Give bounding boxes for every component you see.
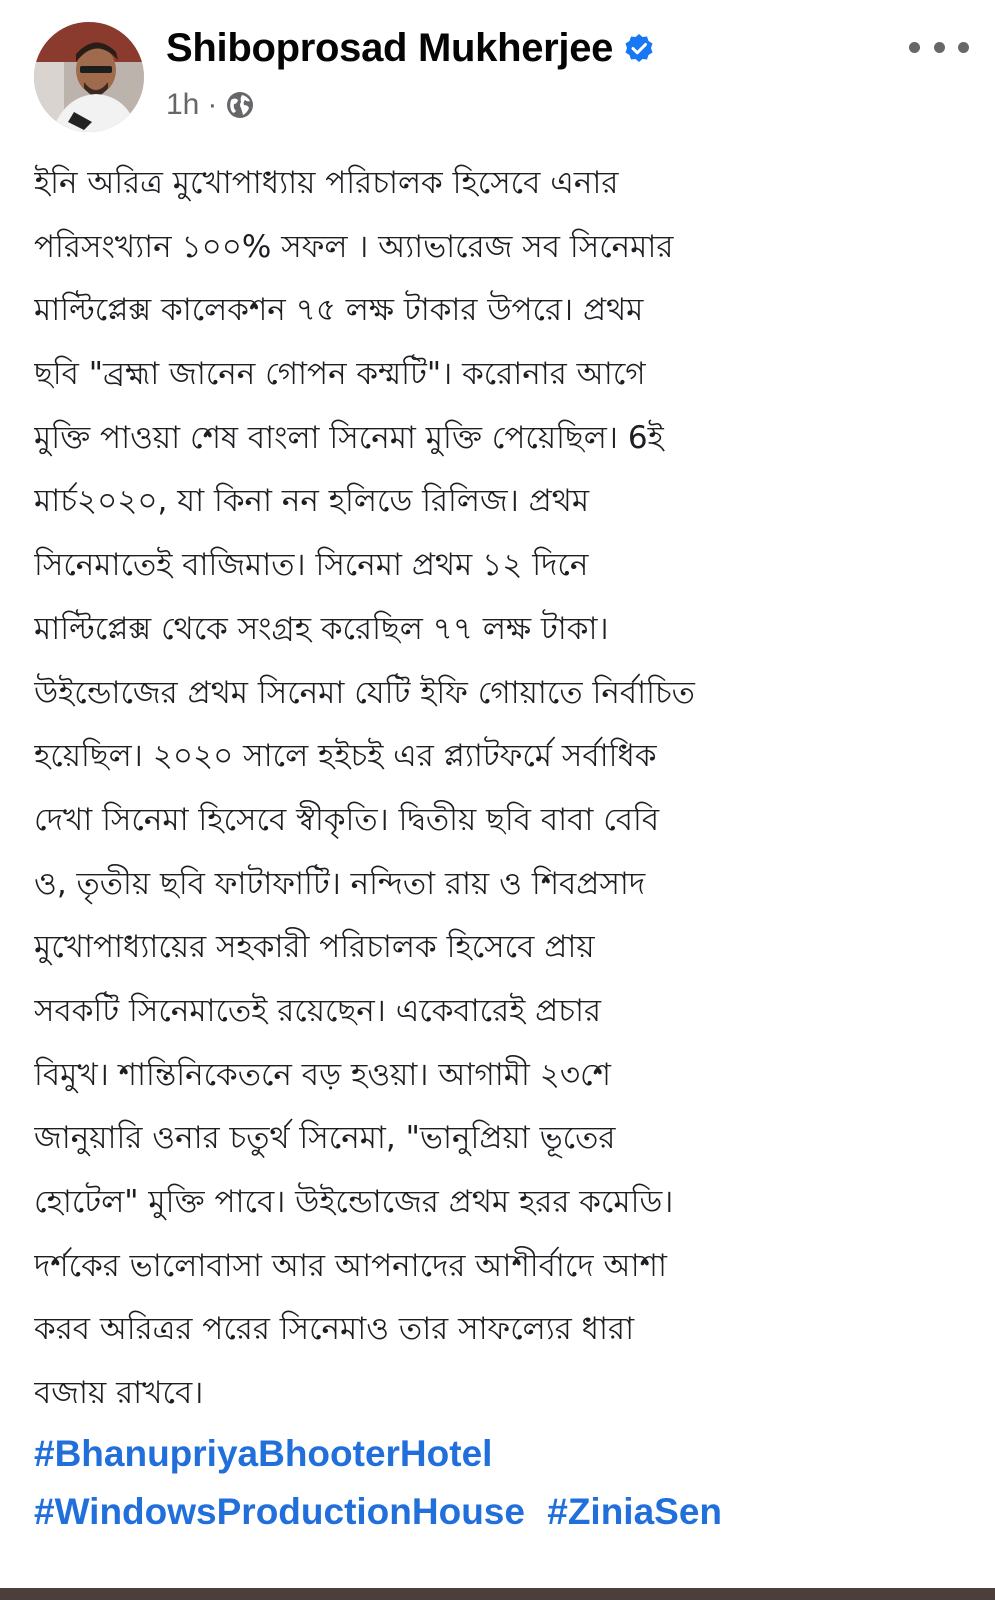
hashtag-row [34,1425,964,1483]
post-text-line: ও, তৃতীয় ছবি ফাটাফাটি। নন্দিতা রায় ও শিবপ্রসাদ [34,865,646,902]
hashtag-row [34,1483,964,1541]
post-meta [166,88,255,122]
post-text-line: হোটেল" মুক্তি পাবে। উইন্ডোজের প্রথম হরর কমেডি। [34,1184,674,1220]
hashtag-link[interactable]: #WindowsProductionHouse [34,1491,525,1532]
post-hashtags [34,1425,964,1541]
post-text-line: দর্শকের ভালোবাসা আর আপনাদের আশীর্বাদে আশা [34,1247,667,1284]
meta-separator: · [207,88,218,121]
post-text-line: মুক্তি পাওয়া শেষ বাংলা সিনেমা মুক্তি পেয়েছিল। 6ই [34,419,664,456]
post-text-line: করব অরিত্রর পরের সিনেমাও তার সাফল্যের ধারা [34,1311,635,1348]
post-text-line: জানুয়ারি ওনার চতুর্থ সিনেমা, "ভানুপ্রিয়া ভূতের [34,1120,616,1157]
post-text-line: বিমুখ। শান্তিনিকেতনে বড় হওয়া। আগামী ২৩শে [34,1056,611,1093]
author-avatar[interactable] [34,22,144,132]
more-options-button[interactable] [909,34,969,60]
hashtag-link[interactable]: #BhanupriyaBhooterHotel [34,1433,493,1474]
globe-icon [225,90,255,120]
post-text-line: সবকটি সিনেমাতেই রয়েছেন। একেবারেই প্রচার [34,992,602,1029]
hashtag-link[interactable]: #ZiniaSen [547,1491,723,1532]
ellipsis-icon-dot [958,42,969,53]
post-text-line: ইনি অরিত্র মুখোপাধ্যায় পরিচালক হিসেবে এনার [34,165,619,201]
author-block [166,26,655,71]
post-text-line: দেখা সিনেমা হিসেবে স্বীকৃতি। দ্বিতীয় ছবি বাবা বেবি [34,801,660,838]
post-time[interactable]: 1h [166,88,200,121]
post-text-line: মার্চ২০২০, যা কিনা নন হলিডে রিলিজ। প্রথম [34,483,590,520]
post-text-line: সিনেমাতেই বাজিমাত। সিনেমা প্রথম ১২ দিনে [34,547,589,584]
ellipsis-icon-dot [934,42,945,53]
author-name[interactable]: Shiboprosad Mukherjee [166,26,614,70]
post-text-line: মুখোপাধ্যায়ের সহকারী পরিচালক হিসেবে প্রায় [34,929,595,966]
post-body-text [34,152,964,1426]
post-text-line: ছবি "ব্রহ্মা জানেন গোপন কম্মটি"। করোনার আগে [34,356,646,393]
ellipsis-icon-dot [909,42,920,53]
post-text-line: মাল্টিপ্লেক্স থেকে সংগ্রহ করেছিল ৭৭ লক্ষ টাকা। [34,610,609,647]
post-text-line: উইন্ডোজের প্রথম সিনেমা যেটি ইফি গোয়াতে নির্বাচিত [34,674,695,711]
post-text-line: বজায় রাখবে। [34,1375,204,1412]
post-text-line: মাল্টিপ্লেক্স কালেকশন ৭৫ লক্ষ টাকার উপরে। প্রথম [34,292,644,329]
verified-badge-icon [623,33,655,65]
bottom-edge-bar [0,1588,995,1600]
post-text-line: হয়েছিল। ২০২০ সালে হইচই এর প্ল্যাটফর্মে সর্বাধিক [34,738,657,775]
avatar-photo [34,22,144,132]
post-header [0,0,995,150]
post-text-line: পরিসংখ্যান ১০০% সফল । অ্যাভারেজ সব সিনেমার [34,228,674,265]
